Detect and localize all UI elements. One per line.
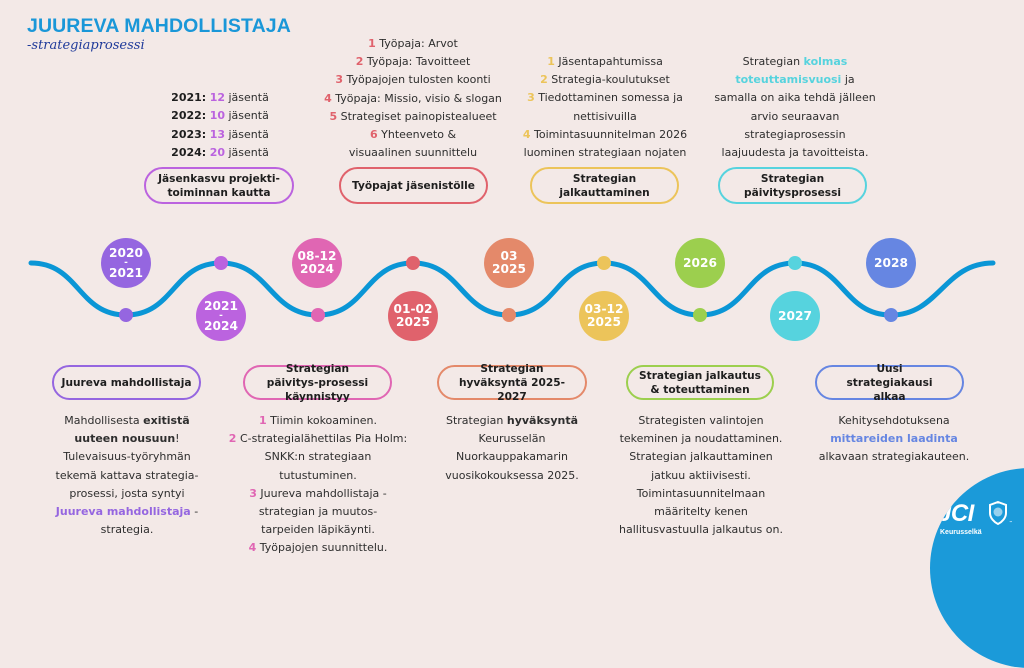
page-title: JUUREVA MAHDOLLISTAJA bbox=[27, 15, 291, 37]
milestone-03-2025: 03 2025 bbox=[484, 238, 534, 288]
timeline-dot bbox=[502, 308, 516, 322]
workshop-item: 4 Työpaja: Missio, visio & slogan bbox=[324, 91, 502, 105]
member-row: 2023: 13 jäsentä bbox=[171, 127, 269, 141]
milestone-2020-2021: 2020 - 2021 bbox=[101, 238, 151, 288]
approval-pill: Strategian hyväksyntä 2025-2027 bbox=[437, 365, 587, 400]
timeline-dot bbox=[311, 308, 325, 322]
workshop-item: 5 Strategiset painopistealueet bbox=[329, 109, 497, 123]
timeline-dot bbox=[788, 256, 802, 270]
new-period-description: Kehitysehdotuksena mittareiden laadinta alkavaan strategiakauteen. bbox=[818, 414, 970, 464]
update-description: Strategian kolmas toteuttamisvuosi ja samalla on aika tehdä jälleen arvio seuraavan strategiaprosessin laajuudesta ja tavoitteista. bbox=[714, 55, 876, 160]
implementation-item: 4 Toimintasuunnitelman 2026 luominen strategiaan nojaten bbox=[522, 127, 688, 160]
jci-logo-text: JCI bbox=[938, 500, 974, 527]
implementation-item: 3 Tiedottaminen somessa ja nettisivuilla bbox=[527, 91, 683, 123]
member-row: 2021: 12 jäsentä bbox=[171, 91, 269, 104]
shield-icon bbox=[988, 501, 1008, 525]
update-start-list bbox=[218, 412, 418, 558]
update-start-item: 3 Juureva mahdollistaja -strategian ja muutos-tarpeiden läpikäynti. bbox=[249, 486, 387, 537]
page-subtitle: -strategiaprosessi bbox=[27, 38, 145, 53]
implementation-item: 2 Strategia-koulutukset bbox=[540, 73, 670, 87]
timeline-dot bbox=[214, 256, 228, 270]
milestone-08-12-2024: 08-12 2024 bbox=[292, 238, 342, 288]
workshop-item: 3 Työpajojen tulosten koonti bbox=[335, 73, 491, 87]
milestone-2028: 2028 bbox=[866, 238, 916, 288]
timeline-dot bbox=[406, 256, 420, 270]
milestone-03-12-2025: 03-12 2025 bbox=[579, 291, 629, 341]
rollout-pill: Strategian jalkautus & toteuttaminen bbox=[626, 365, 774, 400]
implementation-item: 1 Jäsentapahtumissa bbox=[547, 55, 663, 68]
implementation-pill: Strategian jalkauttaminen bbox=[530, 167, 679, 204]
member-growth-pill: Jäsenkasvu projekti-toiminnan kautta bbox=[144, 167, 294, 204]
juureva-pill: Juureva mahdollistaja bbox=[52, 365, 201, 400]
member-row: 2024: 20 jäsentä bbox=[171, 146, 269, 160]
timeline-dot bbox=[597, 256, 611, 270]
workshop-item: 2 Työpaja: Tavoitteet bbox=[355, 55, 471, 69]
workshop-item: 1 Työpaja: Arvot bbox=[368, 37, 458, 50]
milestone-2026: 2026 bbox=[675, 238, 725, 288]
jci-logo-subtitle: Keurusselkä bbox=[940, 529, 982, 536]
update-start-pill: Strategian päivitys-prosessi käynnistyy bbox=[243, 365, 392, 400]
update-start-item: 4 Työpajojen suunnittelu. bbox=[248, 541, 388, 555]
update-start-item: 2 C-strategialähettilas Pia Holm: SNKK:n strategiaan tutustuminen. bbox=[228, 432, 408, 482]
jci-tm: ™ bbox=[1009, 520, 1013, 525]
timeline-dot bbox=[693, 308, 707, 322]
milestone-01-02-2025: 01-02 2025 bbox=[388, 291, 438, 341]
new-period-pill: Uusi strategiakausi alkaa bbox=[815, 365, 964, 400]
timeline-dot bbox=[884, 308, 898, 322]
member-row: 2022: 10 jäsentä bbox=[171, 109, 269, 123]
update-start-item: 1 Tiimin kokoaminen. bbox=[258, 414, 378, 427]
update-process-pill: Strategian päivitysprosessi bbox=[718, 167, 867, 204]
milestone-2027: 2027 bbox=[770, 291, 820, 341]
juureva-description: Mahdollisesta exitistä uuteen nousuun! Tulevaisuus-työryhmän tekemä kattava strategia-prosessi, josta syntyi Juureva mahdollistaja -strategia. bbox=[55, 414, 199, 537]
rollout-description: Strategisten valintojen tekeminen ja noudattaminen. Strategian jalkauttaminen jatkuu aktiivisesti. Toimintasuunnitelmaan määritelty kenen hallitusvastuulla jalkautus on. bbox=[619, 414, 783, 537]
workshop-item: 6 Yhteenveto & visuaalinen suunnittelu bbox=[348, 128, 478, 160]
workshops-pill: Työpajat jäsenistölle bbox=[339, 167, 488, 204]
milestone-2021-2024: 2021 - 2024 bbox=[196, 291, 246, 341]
timeline-dot bbox=[119, 308, 133, 322]
approval-description: Strategian hyväksyntä Keurusselän Nuorkauppakamarin vuosikokouksessa 2025. bbox=[445, 414, 579, 482]
